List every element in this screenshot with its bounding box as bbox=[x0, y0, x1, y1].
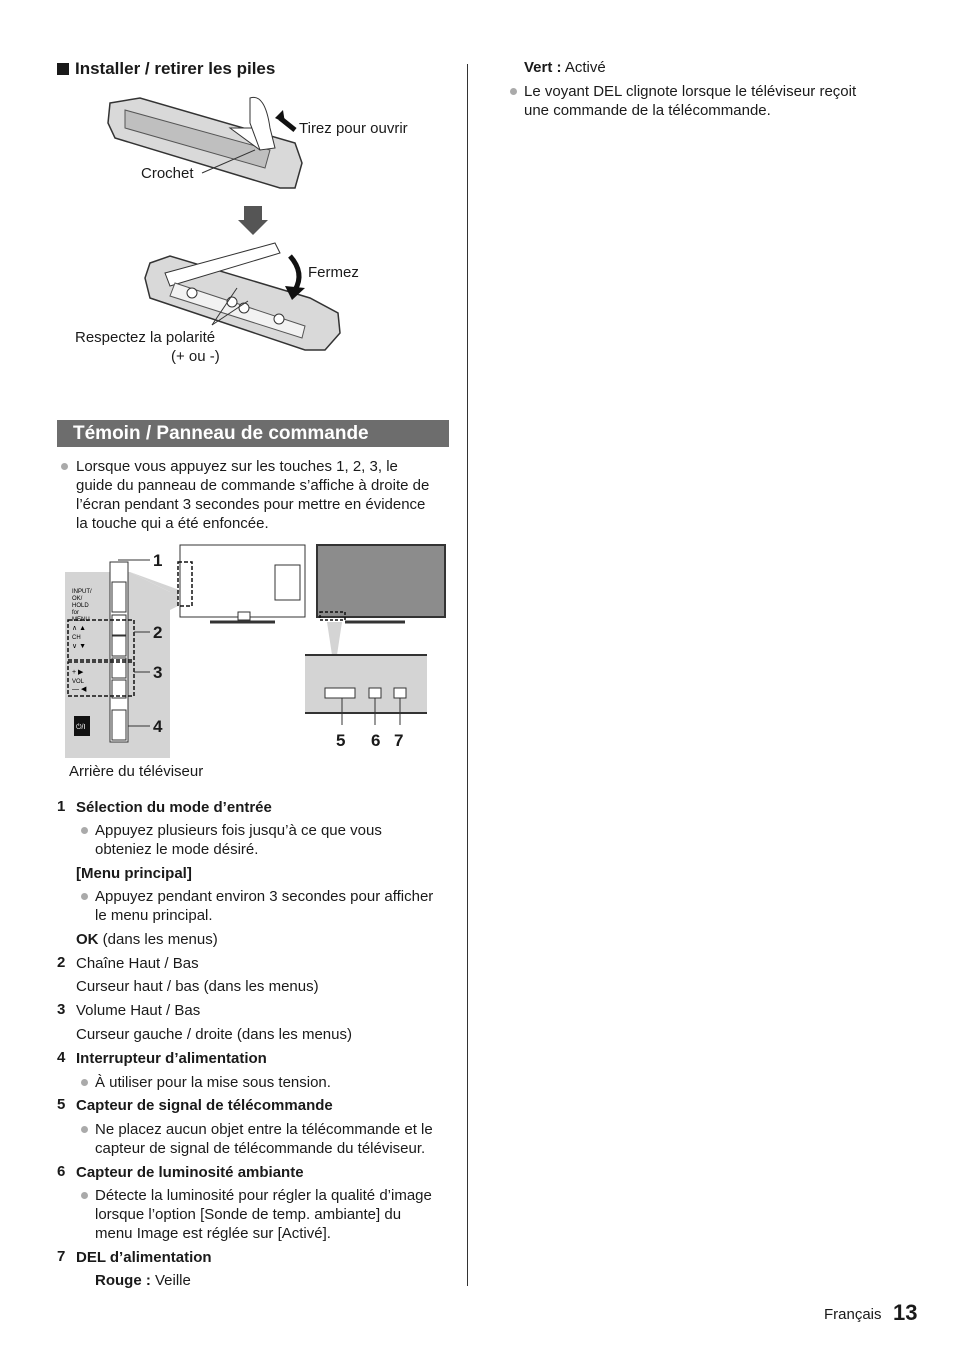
tv-front-icon bbox=[317, 545, 445, 622]
item-4-number: 4 bbox=[57, 1049, 66, 1066]
callout-7: 7 bbox=[394, 731, 404, 750]
section-heading-batteries: Installer / retirer les piles bbox=[57, 59, 275, 79]
item-2-text: Chaîne Haut / Bas bbox=[76, 955, 199, 972]
footer-language: Français bbox=[824, 1306, 882, 1323]
item-1-number: 1 bbox=[57, 798, 66, 815]
bullet-dot bbox=[81, 1126, 88, 1133]
callout-6: 6 bbox=[371, 731, 381, 750]
item-1-bullet: Appuyez plusieurs fois jusqu’à ce que vous obteniez le mode désiré. bbox=[95, 822, 382, 858]
svg-text:∨ ▼: ∨ ▼ bbox=[72, 643, 86, 650]
item-6-title: Capteur de luminosité ambiante bbox=[76, 1164, 304, 1181]
item-7-title: DEL d’alimentation bbox=[76, 1249, 212, 1266]
callout-5: 5 bbox=[336, 731, 346, 750]
svg-text:INPUT/: INPUT/ bbox=[72, 589, 92, 595]
bullet-dot bbox=[61, 463, 68, 470]
green-state: Vert : Activé bbox=[524, 59, 606, 76]
label-pull-to-open: Tirez pour ouvrir bbox=[299, 120, 408, 137]
item-4-title: Interrupteur d’alimentation bbox=[76, 1050, 267, 1067]
square-bullet-icon bbox=[57, 63, 69, 75]
svg-text:MENU: MENU bbox=[72, 617, 90, 623]
bullet-dot bbox=[510, 88, 517, 95]
item-5-title: Capteur de signal de télécommande bbox=[76, 1097, 333, 1114]
callout-2: 2 bbox=[153, 623, 163, 642]
control-panel-diagram bbox=[60, 540, 450, 765]
bullet-dot bbox=[81, 827, 88, 834]
item-7-number: 7 bbox=[57, 1248, 66, 1265]
bullet-dot bbox=[81, 1192, 88, 1199]
item-1-subtitle: [Menu principal] bbox=[76, 865, 192, 882]
label-polarity: Respectez la polarité bbox=[75, 329, 216, 346]
item-2-text-2: Curseur haut / bas (dans les menus) bbox=[76, 978, 319, 995]
intro-paragraph: Lorsque vous appuyez sur les touches 1, 2, 3, le guide du panneau de commande s’affiche à droite de l’écran pendant 3 secondes pour mettre en évidence la touche qui a été enfoncée. bbox=[76, 458, 430, 532]
item-3-text: Volume Haut / Bas bbox=[76, 1002, 201, 1019]
item-3-number: 3 bbox=[57, 1001, 66, 1018]
section-title-bar bbox=[57, 420, 449, 447]
label-hook: Crochet bbox=[141, 165, 194, 182]
arrow-down-icon bbox=[238, 206, 268, 235]
label-close: Fermez bbox=[308, 264, 359, 281]
column-divider bbox=[467, 64, 468, 1286]
item-1-title: Sélection du mode d’entrée bbox=[76, 799, 272, 816]
svg-text:for: for bbox=[72, 610, 80, 616]
led-blink-note: Le voyant DEL clignote lorsque le téléviseur reçoit une commande de la télécommande. bbox=[524, 83, 857, 119]
svg-text:CH: CH bbox=[72, 635, 81, 641]
item-6-number: 6 bbox=[57, 1163, 66, 1180]
section-title: Témoin / Panneau de commande bbox=[73, 423, 369, 444]
remote-open-icon bbox=[108, 97, 302, 188]
svg-text:+ ▶: + ▶ bbox=[72, 669, 84, 676]
svg-text:⏻/I: ⏻/I bbox=[76, 724, 86, 731]
tv-back-icon bbox=[178, 545, 305, 622]
svg-text:HOLD: HOLD bbox=[72, 603, 89, 609]
item-1-sub-bullet: Appuyez pendant environ 3 secondes pour afficher le menu principal. bbox=[95, 888, 434, 924]
bullet-dot bbox=[81, 893, 88, 900]
svg-text:OK/: OK/ bbox=[72, 596, 83, 602]
item-7-red-state: Rouge : Veille bbox=[95, 1272, 191, 1289]
item-5-bullet: Ne placez aucun objet entre la télécommande et le capteur de signal de télécommande du téléviseur. bbox=[95, 1121, 433, 1157]
callout-4: 4 bbox=[153, 717, 163, 736]
item-1-ok-line: OK (dans les menus) bbox=[76, 931, 218, 948]
svg-text:∧ ▲: ∧ ▲ bbox=[72, 625, 86, 632]
svg-text:— ◀: — ◀ bbox=[72, 686, 87, 693]
bullet-dot bbox=[81, 1079, 88, 1086]
callout-3: 3 bbox=[153, 663, 163, 682]
item-6-bullet: Détecte la luminosité pour régler la qualité d’image lorsque l’option [Sonde de temp. ambiante] du menu Image est réglée sur [Activé]. bbox=[95, 1187, 432, 1242]
svg-text:VOL: VOL bbox=[72, 679, 85, 685]
item-3-text-2: Curseur gauche / droite (dans les menus) bbox=[76, 1026, 352, 1043]
diagram-caption: Arrière du téléviseur bbox=[69, 763, 204, 780]
page-number: 13 bbox=[893, 1300, 918, 1325]
item-5-number: 5 bbox=[57, 1096, 66, 1113]
item-4-bullet: À utiliser pour la mise sous tension. bbox=[95, 1074, 331, 1091]
callout-1: 1 bbox=[153, 551, 163, 570]
item-2-number: 2 bbox=[57, 954, 66, 971]
label-polarity-note: (+ ou -) bbox=[171, 348, 220, 365]
